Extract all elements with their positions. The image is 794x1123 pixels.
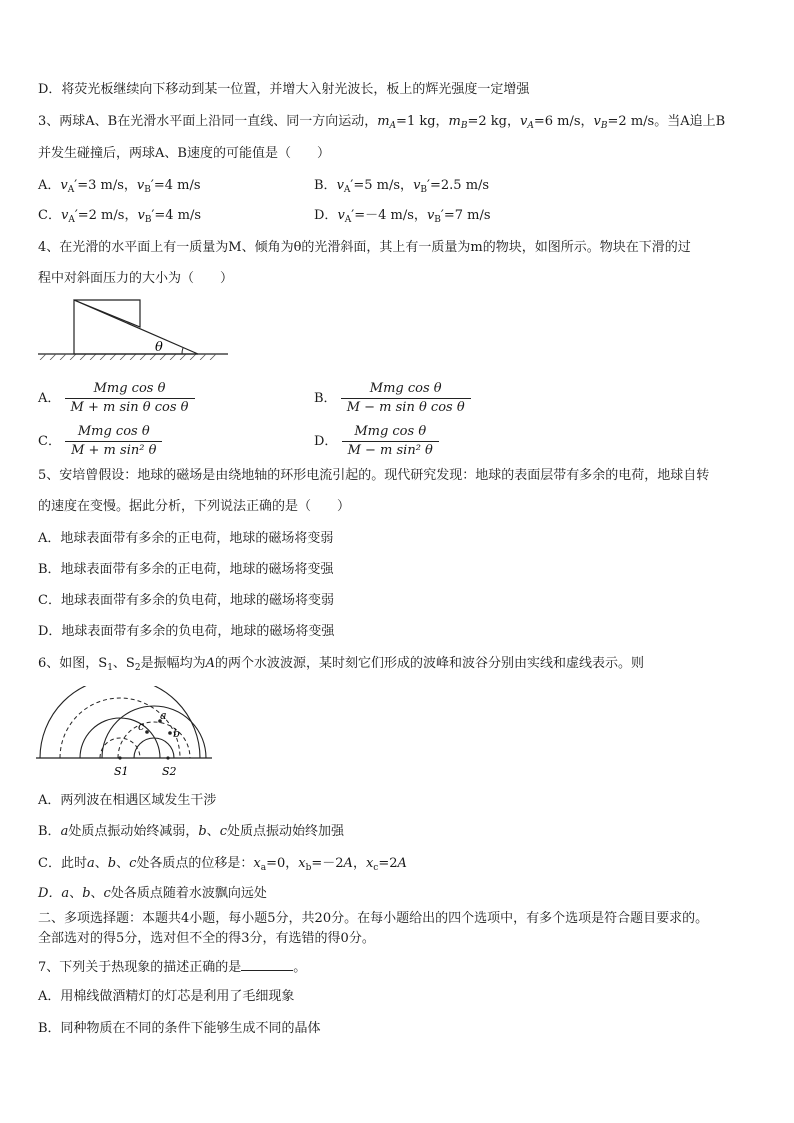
vA-symbol: $v_A$ (520, 114, 534, 131)
q4-stem-line1: 4、在光滑的水平面上有一质量为M、倾角为θ的光滑斜面，其上有一质量为m的物块，如图所示。物块在下滑的过 (38, 240, 691, 255)
vB-symbol: $v_B$ (593, 114, 608, 131)
q5-option-b: B．地球表面带有多余的正电荷，地球的磁场将变强 (38, 562, 334, 577)
q4-option-c: C． $\frac{\text{Mmg cos θ}}{\text{M + m sin² θ}}$ (38, 424, 162, 459)
q4-option-b: B． $\frac{\text{Mmg cos θ}}{\text{M − m sin θ cos θ}}$ (314, 381, 471, 416)
label-s1: S1 (114, 765, 129, 778)
q3-stem-line2: 并发生碰撞后，两球A、B速度的可能值是（ ） (38, 146, 330, 161)
answer-blank (241, 958, 293, 971)
q6-option-a: A．两列波在相遇区域发生干涉 (38, 793, 217, 808)
prev-option-d: D．将荧光板继续向下移动到某一位置，并增大入射光波长，板上的辉光强度一定增强 (38, 82, 530, 97)
q5-stem-line2: 的速度在变慢。据此分析，下列说法正确的是（ ） (38, 499, 351, 514)
q6-option-d: D．a、b、c处各质点随着水波飘向远处 (38, 886, 267, 901)
theta-label: θ (155, 340, 163, 355)
q5-option-d: D．地球表面带有多余的负电荷，地球的磁场将变强 (38, 624, 335, 639)
q5-option-c: C．地球表面带有多余的负电荷，地球的磁场将变弱 (38, 593, 334, 608)
label-c: c (138, 720, 145, 733)
section2-line1: 二、多项选择题：本题共4小题，每小题5分，共20分。在每小题给出的四个选项中，有多个选项是符合题目要求的。 (38, 911, 709, 926)
point-b (168, 731, 172, 735)
label-b: b (173, 727, 181, 740)
label-a: a (160, 709, 167, 722)
q3-stem-text: 3、两球A、B在光滑水平面上沿同一直线、同一方向运动， (38, 114, 378, 129)
q5-option-a: A．地球表面带有多余的正电荷，地球的磁场将变弱 (38, 531, 334, 546)
q6-option-c: C．此时a、b、c处各质点的位移是：$x_a=0$，$x_b=-2A$，$x_c=2A$ (38, 856, 407, 873)
q6-stem: 6、如图，$S_1$、$S_2$是振幅均为A的两个水波波源，某时刻它们形成的波峰和波谷分别由实线和虚线表示。则 (38, 656, 644, 673)
mA-symbol: $m_A$ (377, 114, 397, 131)
q4-option-a: A． $\frac{\text{Mmg cos θ}}{\text{M + m sin θ cos θ}}$ (38, 381, 195, 416)
q7-option-b: B．同种物质在不同的条件下能够生成不同的晶体 (38, 1021, 321, 1036)
q3-option-d: D．$v_A'=-4$ m/s，$v_B'=7$ m/s (314, 208, 491, 225)
incline-figure (38, 296, 234, 360)
q4-option-d: D． $\frac{\text{Mmg cos θ}}{\text{M − m sin² θ}}$ (314, 424, 439, 459)
q7-stem: 7、下列关于热现象的描述正确的是 。 (38, 960, 307, 975)
wave-figure (36, 686, 216, 780)
q7-option-a: A．用棉线做酒精灯的灯芯是利用了毛细现象 (38, 989, 295, 1004)
q3-option-c: C．$v_A'=2$ m/s，$v_B'=4$ m/s (38, 208, 202, 225)
q3-option-b: B．$v_A'=5$ m/s，$v_B'=2.5$ m/s (314, 178, 490, 195)
q3-stem-line1: 3、两球A、B在光滑水平面上沿同一直线、同一方向运动，$m_A=1$ kg，$m_B=2$ kg，$v_A=6$ m/s，$v_B=2$ m/s。当A追上B (38, 114, 726, 131)
point-c (145, 730, 149, 734)
section2-line2: 全部选对的得5分，选对但不全的得3分，有选错的得0分。 (38, 931, 375, 946)
q6-option-b: B．a处质点振动始终减弱，b、c处质点振动始终加强 (38, 824, 344, 839)
mB-symbol: $m_B$ (448, 114, 468, 131)
block (74, 300, 140, 327)
q4-stem-line2: 程中对斜面压力的大小为（ ） (38, 271, 234, 286)
q5-stem-line1: 5、安培曾假设：地球的磁场是由绕地轴的环形电流引起的。现代研究发现：地球的表面层带有多余的电荷，地球自转 (38, 468, 710, 483)
q3-option-a: A．$v_A'=3$ m/s，$v_B'=4$ m/s (38, 178, 201, 195)
label-s2: S2 (162, 765, 177, 778)
